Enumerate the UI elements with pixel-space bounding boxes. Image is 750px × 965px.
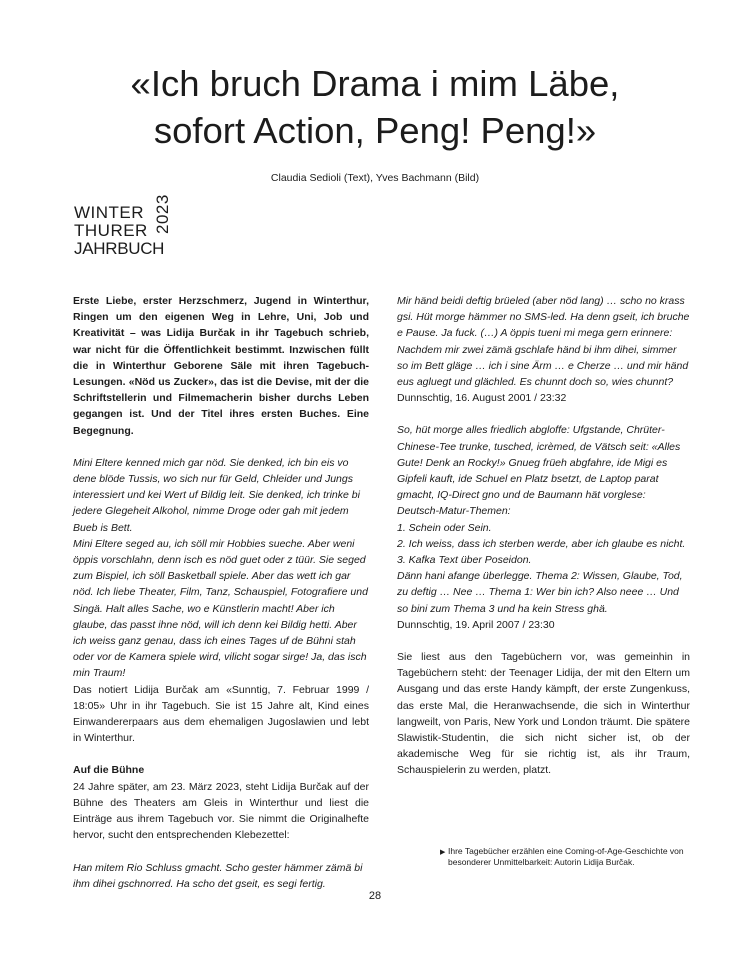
left-column	[73, 293, 369, 892]
logo-line-2: THURER	[74, 221, 148, 240]
article-title	[40, 60, 710, 154]
diary-entry-2-continued: Mir händ beidi deftig brüeled (aber nöd lang) … scho no krass gsi. Hüt morge hämmer no SMS-led. Ha denn gseit, ich bruche e Pause. Ja fuck. (…) A öppis tueni mi mega gern erinnere: Nachdem mir zwei zämä gschlafe händ bi ihm dihei, simmer so im Bett gläge … ich i sine Ärm … e Cherze … und mir händ eus agluegt und glächled. Es chunnt doch so, wies chunnt?	[397, 295, 690, 389]
page-number: 28	[368, 890, 382, 902]
diary-entry-2-start: Han mitem Rio Schluss gmacht. Scho gester hämmer zämä bi ihm dihei gschnorred. Ha scho det gseit, es segi fertig.	[73, 861, 363, 890]
right-column	[397, 293, 690, 779]
logo-line-3: JAHRBUCH	[74, 239, 165, 258]
caption-text: Ihre Tagebücher erzählen eine Coming-of-Age-Geschichte von besonderer Unmittelbarkeit: Autorin Lidija Burčak.	[448, 846, 684, 867]
winterthurer-jahrbuch-logo	[74, 194, 184, 260]
closing-paragraph: Sie liest aus den Tagebüchern vor, was gemeinhin in Tagebüchern steht: der Teenager Lidija, der mit den Eltern um Ausgang und das erste Handy kämpft, der erste Zungenkuss, das erste Mal, die Heranwachsende, die sich in Winterthur langweilt, von Paris, New York und London träumt. Die spätere Slawistik-Studentin, die sich nicht sicher ist, ob der akademische Weg für sie richtig ist, als ihr Traum, Schauspielerin zu werden, platzt.	[397, 651, 690, 777]
section-subheading: Auf die Bühne	[73, 764, 145, 777]
diary-entry-1-paragraph-2: Mini Eltere seged au, ich söll mir Hobbies sueche. Aber weni öppis vorschlahn, denn isch es nöd guet oder z tüür. Sie seged zum Bispiel, ich söll Basketball spiele. Aber das wett ich gar nöd. Ich liebe Theater, Film, Tanz, Schauspiel, Fotografiere und Singä. Halt alles Sache, wo e Künstlerin macht! Aber ich glaube, das passt ihne nöd, will ich denn kei Bildig hetti. Aber ich weiss ganz genau, dass ich eines Tages uf de Bühni stah oder vor de Kamera spiele wird, vilicht sogar sirge! Ja, das isch min Traum!	[73, 537, 368, 680]
lead-paragraph: Erste Liebe, erster Herzschmerz, Jugend in Winterthur, Ringen um den eigenen Weg in Lehre, Uni, Job und Kreativität – was Lidija Burčak in ihr Tagebuch schrieb, war nicht für die Öffentlichkeit bestimmt. Inzwischen füllt die in Winterthur Geborene Säle mit ihren Tagebuch-Lesungen. «Nöd us Zucker», das ist die Devise, mit der die Schriftstellerin und Filmemacherin bisher durchs Leben gegangen ist. Und der Titel ihres ersten Buches. Eine Begegnung.	[73, 295, 369, 437]
logo-year: 2023	[153, 194, 172, 234]
credits-line: Claudia Sedioli (Text), Yves Bachmann (Bild)	[270, 172, 480, 184]
diary-entry-1-note: Das notiert Lidija Burčak am «Sunntig, 7. Februar 1999 / 18:05» Uhr in ihr Tagebuch. Sie ist 15 Jahre alt, Kind eines Einwandererpaars aus dem ehemaligen Jugoslawien und lebt in Winterthur.	[73, 683, 369, 745]
diary-entry-3-paragraph-2: Dänn hani afange überlegge. Thema 2: Wissen, Glaube, Tod, zu deftig … Nee … Thema 1: Wer bin ich? Also neee … Und so bini zum Thema 3 und ha kein Stress ghä.	[397, 570, 683, 615]
title-line-2: sofort Action, Peng! Peng!»	[153, 110, 597, 151]
logo-line-1: WINTER	[74, 203, 145, 222]
diary-entry-3-list-item-1: 1. Schein oder Sein.	[397, 521, 492, 534]
diary-entry-2-date: Dunnschtig, 16. August 2001 / 23:32	[397, 392, 567, 405]
diary-entry-3-list-item-2: 2. Ich weiss, dass ich sterben werde, aber ich glaube es nicht.	[397, 537, 686, 550]
photo-caption	[440, 846, 708, 868]
diary-entry-3-list-item-3: 3. Kafka Text über Poseidon.	[397, 554, 532, 567]
diary-entry-3-date: Dunnschtig, 19. April 2007 / 23:30	[397, 618, 555, 631]
caption-triangle-icon: ▶	[440, 849, 446, 856]
diary-entry-3-paragraph-1: So, hüt morge alles friedlich abgloffe: Ufgstande, Chrüter-Chinese-Tee trunke, tusched, icrèmed, de Vätsch seit: «Alles Gute! Denk an Rocky!» Gnueg früeh abgfahre, ide Migi es Gipfeli kauft, ide Schuel en Platz bsetzt, de Laptop parat gmacht, IQ-Direct gno und de Baumann hät vorglese: Deutsch-Matur-Themen:	[397, 424, 681, 518]
diary-entry-1-paragraph-1: Mini Eltere kenned mich gar nöd. Sie denked, ich bin eis vo dene blöde Tussis, wo sich nur für Geld, Chleider und Jungs interessiert und kei Wert uf Bildig leit. Sie denked, ich trinke bi jedere Glegeheit Alkohol, nimme Droge oder gah mit jedem Bueb is Bett.	[73, 456, 360, 534]
stage-paragraph: 24 Jahre später, am 23. März 2023, steht Lidija Burčak auf der Bühne des Theaters am Gleis in Winterthur und liest die Einträge aus ihrem Tagebuch vor. Sie nimmt die Originalhefte hervor, sucht den entsprechenden Klebezettel:	[73, 780, 369, 842]
title-line-1: «Ich bruch Drama i mim Läbe,	[130, 63, 620, 104]
